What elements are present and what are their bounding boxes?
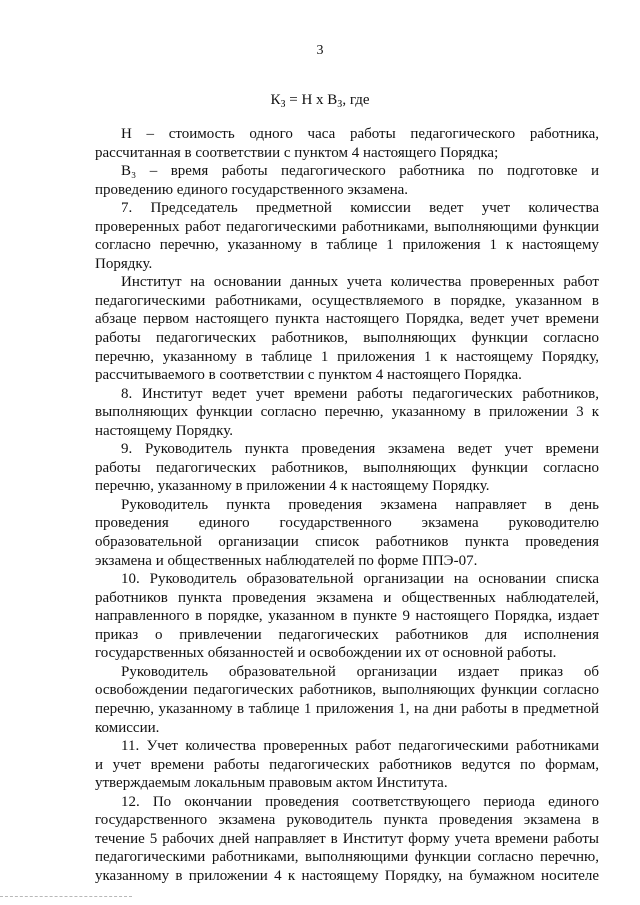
text-line: выполняющих функции согласно перечню, указанному в приложении 3 к [95,404,599,421]
formula [0,92,640,113]
text-line: государственных обязанностей и освобождении их от основной работы. [95,645,557,662]
text-line: направленного в порядке, указанном в пункте 9 настоящего Порядка, издает [95,608,599,625]
text-line: течение 5 рабочих дней направляет в Институт форму учета времени работы [95,830,599,847]
text-line: экзамена и общественных наблюдателей по форме ППЭ-07. [95,552,478,569]
text-line: рассчитанная в соответствии с пунктом 4 настоящего Порядка; [95,144,499,161]
text-line: государственного экзамена руководитель пункта проведения экзамена в [95,812,599,829]
text-line: утверждаемым локальным правовым актом Института. [95,775,448,792]
formula-k: К [270,92,281,108]
text-line: освобождении педагогических работников, выполняющих функции согласно [95,682,599,699]
text-line: согласно перечню, указанному в таблице 1 приложения 1 к настоящему [95,237,599,254]
text-line: Руководитель образовательной организации издает приказ об [121,663,599,680]
text-line: Порядку. [95,255,153,272]
text-line: рассчитываемого в соответствии с пунктом 4 настоящего Порядка. [95,367,522,384]
text-line: 10. Руководитель образовательной организации на основании списка [121,571,599,588]
text-line: 8. Институт ведет учет времени работы педагогических работников, [121,385,599,402]
formula-k-subscript: З [280,99,286,110]
footer-rule [0,896,132,897]
text-line: образовательной организации список работников пункта проведения [95,534,599,551]
page-number: 3 [316,43,324,58]
body-text [95,125,599,885]
text-line: проведения единого государственного экзамена руководителю [95,515,599,532]
text-line: проведению единого государственного экзамена. [95,181,409,198]
text-line: абзаце первом настоящего пункта настоящего Порядка, ведет учет времени [95,311,599,328]
text-line: перечню, указанному в приложении 4 к настоящему Порядку. [95,478,490,495]
text-line: комиссии. [95,719,160,736]
text-line: перечню, указанному в таблице 1 приложения 1, на дни работы в предметной [95,700,599,717]
formula-middle: = Н х В [285,92,338,108]
text-line: перечню, указанному в таблице 1 приложения 1 к настоящему Порядку, [95,348,599,365]
text-line: работников пункта проведения экзамена и общественных наблюдателей, [95,589,599,606]
text-line: 9. Руководитель пункта проведения экзамена ведет учет времени [121,441,599,458]
text-line: 12. По окончании проведения соответствующего периода единого [121,793,599,810]
text-line: 11. Учет количества проверенных работ педагогическими работниками [121,738,599,755]
text-line: указанному в приложении 4 к настоящему Порядку, на бумажном носителе [95,867,599,884]
text-line: настоящему Порядку. [95,422,233,439]
formula-tail: , где [342,92,370,108]
text-line: работы педагогических работников, выполняющих функции согласно [95,330,599,347]
text-line: педагогическими работниками, осуществляемого в порядке, указанном в [95,292,599,309]
formula-b-subscript: З [337,99,343,110]
text-line: и учет времени работы педагогических работников ведутся по формам, [95,756,599,773]
text-line: приказ о привлечении педагогических работников для исполнения [95,626,599,643]
text-line: 7. Председатель предметной комиссии ведет учет количества [121,200,599,217]
text-line: В₃ – время работы педагогического работника по подготовке и [121,163,599,180]
text-line: Руководитель пункта проведения экзамена направляет в день [121,496,599,513]
text-line: проверенных работ педагогическими работниками, выполняющими функции [95,218,599,235]
text-line: Институт на основании данных учета количества проверенных работ [121,274,599,291]
text-line: Н – стоимость одного часа работы педагогического работника, [121,126,599,142]
text-line: педагогическими работниками, выполняющими функции согласно перечню, [95,849,599,866]
text-line: работы педагогических работников, выполняющих функции согласно [95,459,599,476]
